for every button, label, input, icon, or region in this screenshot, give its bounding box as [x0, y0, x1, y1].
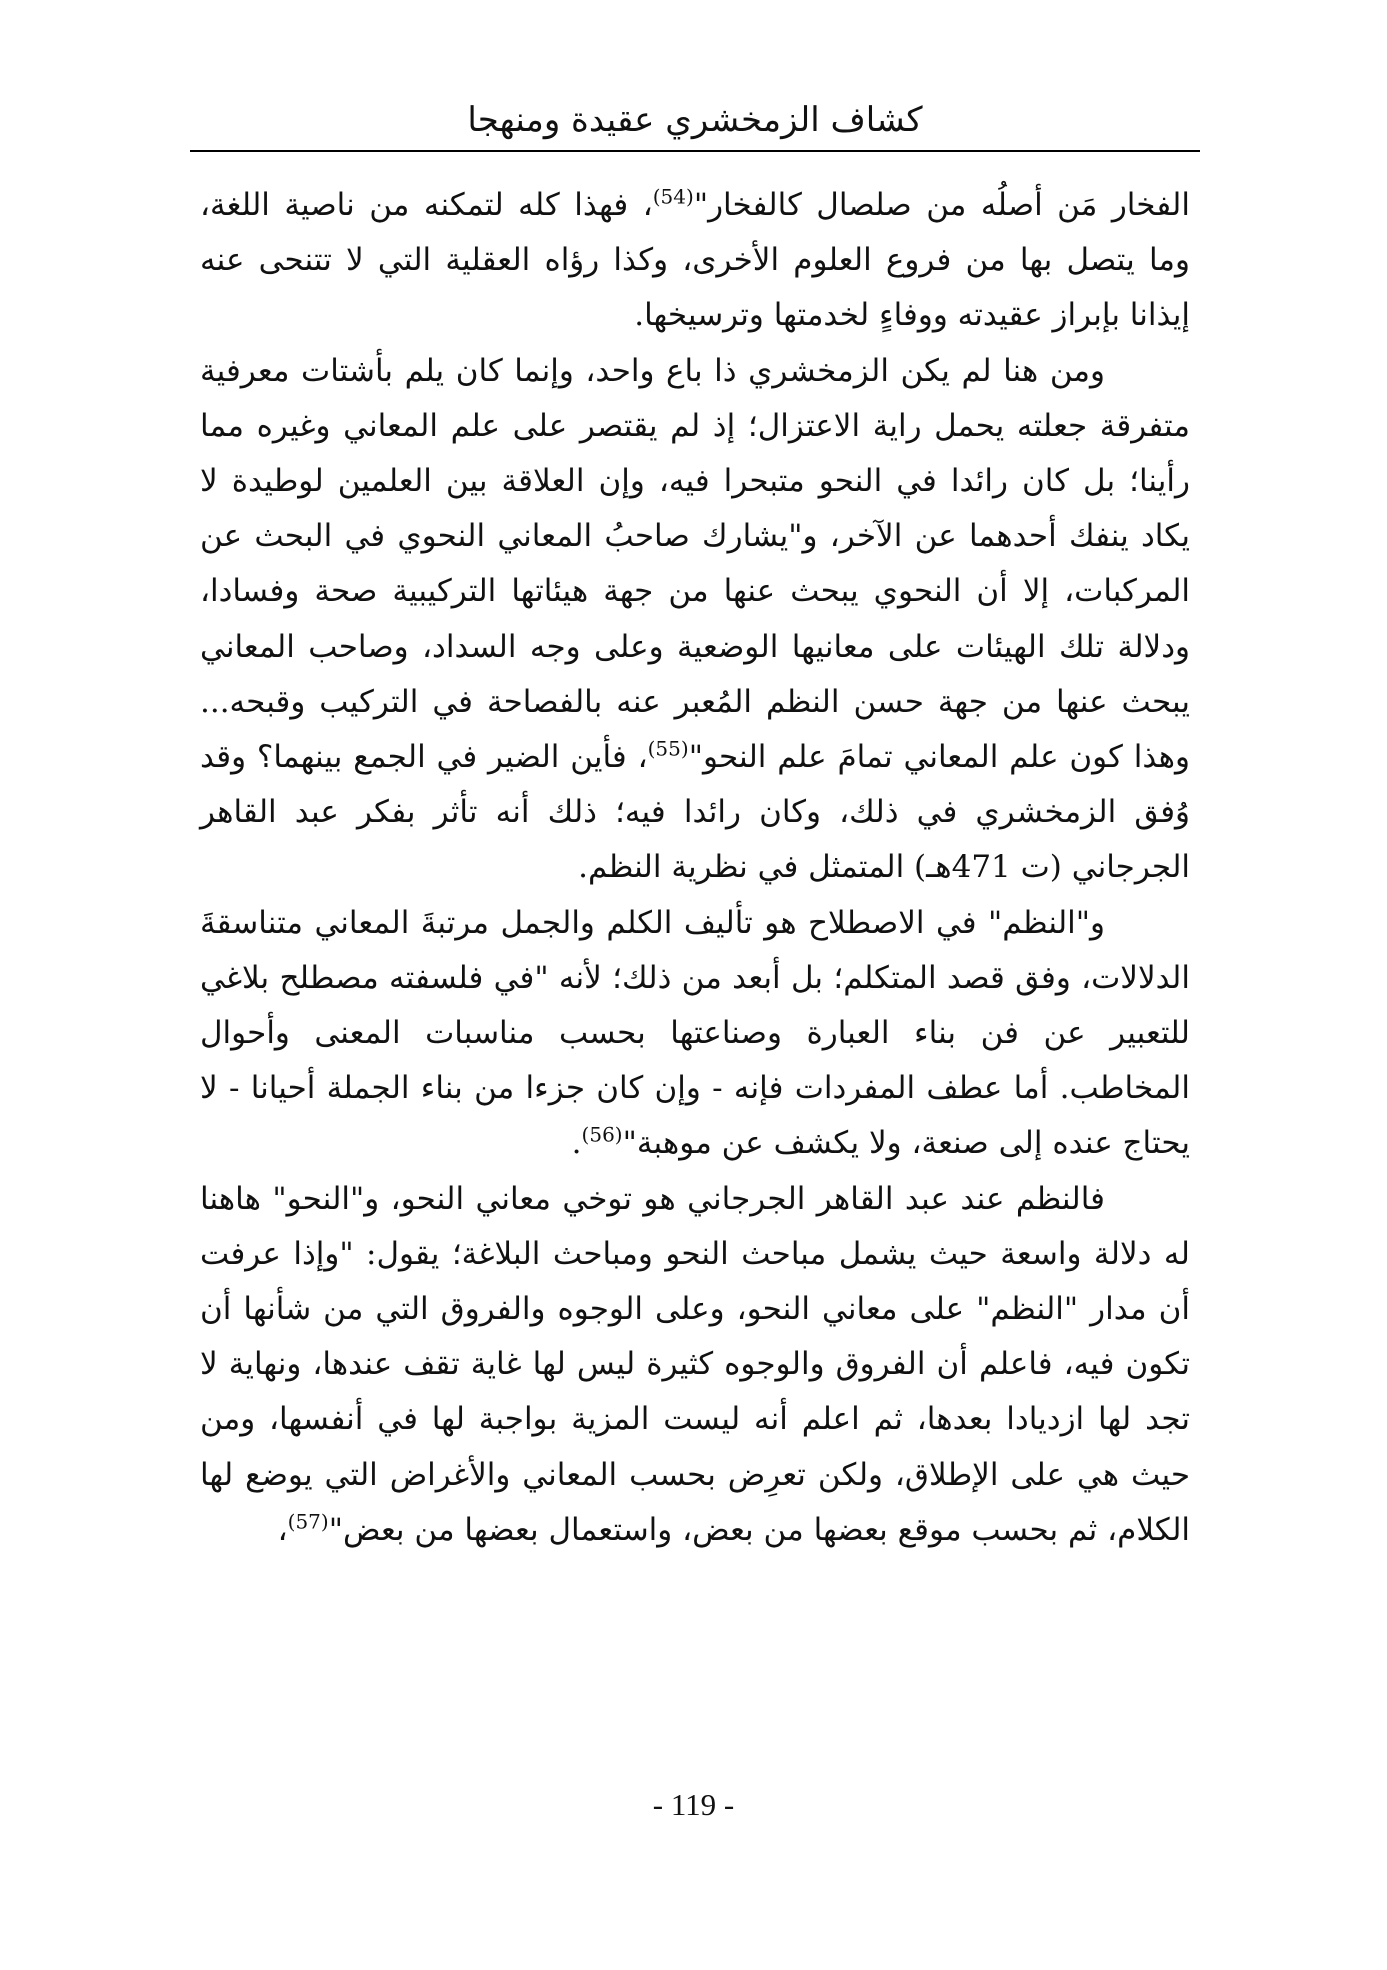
body-text	[200, 178, 1190, 1558]
footnote-marker: (57)	[287, 1509, 329, 1534]
paragraph-text: و"النظم" في الاصطلاح هو تأليف الكلم والجمل مرتبةَ المعاني متناسقةَ الدلالات، وفق قصد المتكلم؛ بل أبعد من ذلك؛ لأنه "في فلسفته مصطلح بلاغي للتعبير عن فن بناء العبارة وصناعتها بحسب مناسبات المعنى وأحوال المخاطب. أما عطف المفردات فإنه - وإن كان جزءا من بناء الجملة أحيانا - لا يحتاج عنده إلى صنعة، ولا يكشف عن موهبة"	[200, 904, 1190, 1162]
footnote-marker: (55)	[647, 736, 689, 761]
paragraph-text: الفخار مَن أصلُه من صلصال كالفخار"	[693, 187, 1190, 223]
paragraph-continuation	[200, 178, 1190, 344]
paragraph-text: فالنظم عند عبد القاهر الجرجاني هو توخي معاني النحو، و"النحو" هاهنا له دلالة واسعة حيث يشمل مباحث النحو ومباحث البلاغة؛ يقول: "وإذا عرفت أن مدار "النظم" على معاني النحو، وعلى الوجوه والفروق التي من شأنها أن تكون فيه، فاعلم أن الفروق والوجوه كثيرة ليس لها غاية تقف عندها، ونهاية لا تجد لها ازديادا بعدها، ثم اعلم أنه ليست المزية بواجبة لها في أنفسها، ومن حيث هي على الإطلاق، ولكن تعرِض بحسب المعاني والأغراض التي يوضع لها الكلام، ثم بحسب موقع بعضها من بعض، واستعمال بعضها من بعض"	[200, 1180, 1190, 1548]
paragraph-text: ومن هنا لم يكن الزمخشري ذا باع واحد، وإنما كان يلم بأشتات معرفية متفرقة جعلته يحمل راية الاعتزال؛ إذ لم يقتصر على علم المعاني وغيره مما رأينا؛ بل كان رائدا في النحو متبحرا فيه، وإن العلاقة بين العلمين لوطيدة لا يكاد ينفك أحدهما عن الآخر، و"يشارك صاحبُ المعاني النحوي في البحث عن المركبات، إلا أن النحوي يبحث عنها من جهة هيئاتها التركيبية صحة وفسادا، ودلالة تلك الهيئات على معانيها الوضعية وعلى وجه السداد، وصاحب المعاني يبحث عنها من جهة حسن النظم المُعبر عنه بالفصاحة في التركيب وقبحه... وهذا كون علم المعاني تمامَ علم النحو"	[200, 352, 1190, 776]
running-header	[190, 92, 1200, 152]
paragraph-text: ، فهذا كله لتمكنه من ناصية اللغة، وما يتصل بها من فروع العلوم الأخرى، وكذا رؤاه العقلية التي لا تتنحى عنه إيذانا بإبراز عقيدته ووفاءٍ لخدمتها وترسيخها.	[200, 187, 1190, 334]
footnote-marker: (54)	[652, 184, 694, 209]
paragraph-text: ، فأين الضير في الجمع بينهما؟ وقد وُفق الزمخشري في ذلك، وكان رائدا فيه؛ ذلك أنه تأثر بفكر عبد القاهر الجرجاني (ت 471هـ) المتمثل في نظرية النظم.	[200, 739, 1190, 886]
paragraph-text: .	[571, 1125, 582, 1162]
paragraph-text: ،	[277, 1511, 288, 1548]
paragraph	[200, 344, 1190, 896]
footnote-marker: (56)	[581, 1123, 623, 1148]
paragraph	[200, 896, 1190, 1172]
paragraph	[200, 1172, 1190, 1558]
page-number: - 119 -	[652, 1787, 735, 1822]
running-header-title: كشاف الزمخشري عقيدة ومنهجا	[467, 100, 923, 140]
